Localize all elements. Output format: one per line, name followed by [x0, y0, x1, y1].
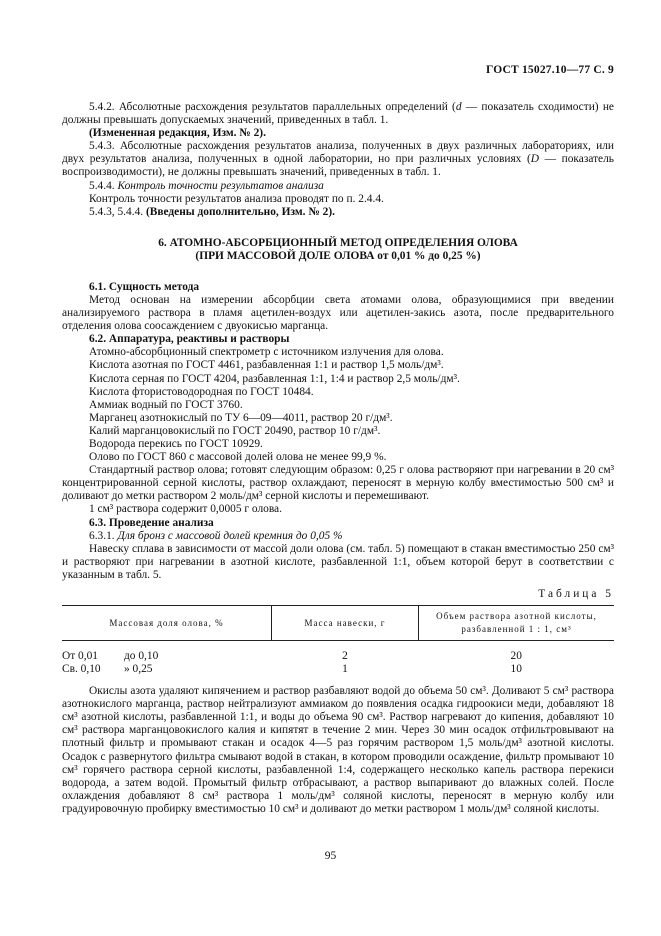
- text: 5.4.4.: [89, 179, 118, 192]
- standard-solution-content: 1 см³ раствора содержит 0,0005 г олова.: [89, 503, 282, 516]
- table-cell: 1: [342, 662, 348, 675]
- paragraph-6-1: Метод основан на измерении абсорбции света атомами олова, образующимися при введении анализируемого раствора в пламя ацетилен-воздух или ацетилен-закись азота, после предварительного отделения олова соосаждением с двуокисью марганца.: [62, 293, 614, 333]
- edit-note: (Измененная редакция, Изм. № 2).: [89, 127, 266, 140]
- paragraph-5-4-4: [62, 180, 614, 193]
- heading-6-2: 6.2. Аппаратура, реактивы и растворы: [89, 333, 290, 346]
- table-header-cell: Масса навески, г: [272, 606, 419, 641]
- document-header: ГОСТ 15027.10—77 С. 9: [486, 64, 614, 76]
- table-caption: Таблица 5: [538, 588, 614, 600]
- table-row: [62, 663, 614, 676]
- subsection-title: Контроль точности результатов анализа: [117, 179, 324, 192]
- paragraph-5-4-2: [62, 101, 614, 127]
- procedure-paragraph: Окислы азота удаляют кипячением и раствор разбавляют водой до объема 50 см³. Доливают 5 см³ раствора азотнокислого марганца, раствор нейтрализуют аммиаком до появления осадка гидроокиси меди, добавляют 18 см³ азотной кислоты, разбавленной 1:1, и воды до объема 90 см³. Раствор нагревают до кипения, добавляют 10 см³ раствора марганцовокислого калия и кипятят в течение 2 мин. Через 30 мин осадок отфильтровывают на плотный фильтр и промывают стакан и осадок 4—5 раз горячим раствором 1,5 моль/дм³ азотной кислоты. Осадок с развернутого фильтра смывают водой в стакан, в котором проводили осаждение, фильтр промывают 10 см³ горячего раствора серной кислоты, разбавленной 1:4, содержащего несколько капель раствора перекиси водорода, а затем водой. Промытый фильтр отбрасывают, а раствор выпаривают до влажных солей. После охлаждения добавляют 8 см³ раствора 1 моль/дм³ соляной кислоты, переносят в мерную колбу или градуировочную пробирку вместимостью 10 см³ и доливают до метки раствором 1 моль/дм³ соляной кислоты.: [62, 685, 614, 815]
- text: 5.4.2. Абсолютные расхождения результатов параллельных определений (: [89, 101, 456, 113]
- document-body: [62, 101, 614, 816]
- table-cell: [62, 641, 272, 663]
- text: 5.4.3, 5.4.4.: [89, 205, 146, 218]
- table-header-cell: Объем раствора азотной кислоты, разбавленной 1 : 1, см³: [419, 606, 615, 641]
- symbol-D: D: [530, 153, 540, 166]
- range-to: » 0,25: [124, 662, 153, 675]
- addition-note: [62, 206, 614, 219]
- symbol-d: d: [455, 101, 462, 113]
- reagent-item: Кислота азотная по ГОСТ 4461, разбавленная 1:1 и раствор 1,5 моль/дм³.: [89, 359, 444, 372]
- reagent-item: Водорода перекись по ГОСТ 10929.: [89, 437, 263, 450]
- reagent-item: Калий марганцовокислый по ГОСТ 20490, раствор 10 г/дм³.: [89, 424, 381, 437]
- paragraph-control: Контроль точности результатов анализа проводят по п. 2.4.4.: [89, 192, 384, 205]
- section-title-line-1: 6. АТОМНО-АБСОРБЦИОННЫЙ МЕТОД ОПРЕДЕЛЕНИЯ ОЛОВА: [158, 236, 518, 249]
- heading-6-3: 6.3. Проведение анализа: [89, 516, 214, 529]
- heading-6-1: 6.1. Сущность метода: [89, 280, 200, 293]
- section-title: [62, 237, 614, 264]
- reagent-item: Кислота серная по ГОСТ 4204, разбавленная 1:1, 1:4 и раствор 2,5 моль/дм³.: [89, 372, 460, 385]
- text: — показатель воспроизводимости), не должны превышать значений, приведенных в табл. 1.: [62, 153, 614, 179]
- section-title-line-2: (ПРИ МАССОВОЙ ДОЛЕ ОЛОВА от 0,01 % до 0,25 %): [195, 250, 481, 263]
- range-from: Св. 0,10: [62, 662, 101, 675]
- text: 5.4.3. Абсолютные расхождения результатов анализа, полученных в двух различных лабораториях, или двух результатов анализа, полученных в одной лаборатории, но при различных условиях (: [62, 140, 614, 166]
- reagent-item: Аммиак водный по ГОСТ 3760.: [89, 398, 243, 411]
- addition-note-bold: (Введены дополнительно, Изм. № 2).: [145, 205, 335, 218]
- text: — показатель сходимости) не должны превышать допускаемых значений, приведенных в табл. 1.: [62, 101, 614, 127]
- standard-solution-paragraph: Стандартный раствор олова; готовят следующим образом: 0,25 г олова растворяют при нагревании в 20 см³ концентрированной серной кислоты, раствор охлаждают, переносят в мерную колбу вместимостью 500 см³ и доливают до метки раствором 2 моль/дм³ серной кислоты и перемешивают.: [62, 464, 614, 503]
- reagent-item: Атомно-абсорбционный спектрометр с источником излучения для олова.: [89, 346, 444, 359]
- paragraph-sample: Навеску сплава в зависимости от массой доли олова (см. табл. 5) помещают в стакан вместимостью 250 см³ и растворяют при нагревании в азотной кислоте, разбавленной 1:1, объем которой берут в соответствии с указанным в табл. 5.: [62, 542, 614, 581]
- page-number: 95: [324, 850, 337, 862]
- table-cell: 2: [342, 650, 348, 663]
- paragraph-6-3-1: [62, 530, 614, 543]
- table-5: [62, 605, 614, 675]
- table-cell: [62, 663, 272, 676]
- reagent-item: Олово по ГОСТ 860 с массовой долей олова не менее 99,9 %.: [89, 451, 387, 464]
- table-cell: 10: [510, 662, 522, 675]
- reagent-item: Кислота фтористоводородная по ГОСТ 10484.: [89, 385, 314, 398]
- range-from: От 0,01: [62, 650, 98, 663]
- table-header-cell: Массовая доля олова, %: [62, 606, 272, 641]
- subsection-title: Для бронз с массовой долей кремния до 0,05 %: [117, 529, 343, 542]
- table-cell: 20: [510, 650, 522, 663]
- range-to: до 0,10: [124, 650, 159, 663]
- table-row: [62, 641, 614, 663]
- paragraph-5-4-3: [62, 140, 614, 179]
- text: 6.3.1.: [89, 529, 118, 542]
- reagent-item: Марганец азотнокислый по ТУ 6—09—4011, раствор 20 г/дм³.: [89, 411, 393, 424]
